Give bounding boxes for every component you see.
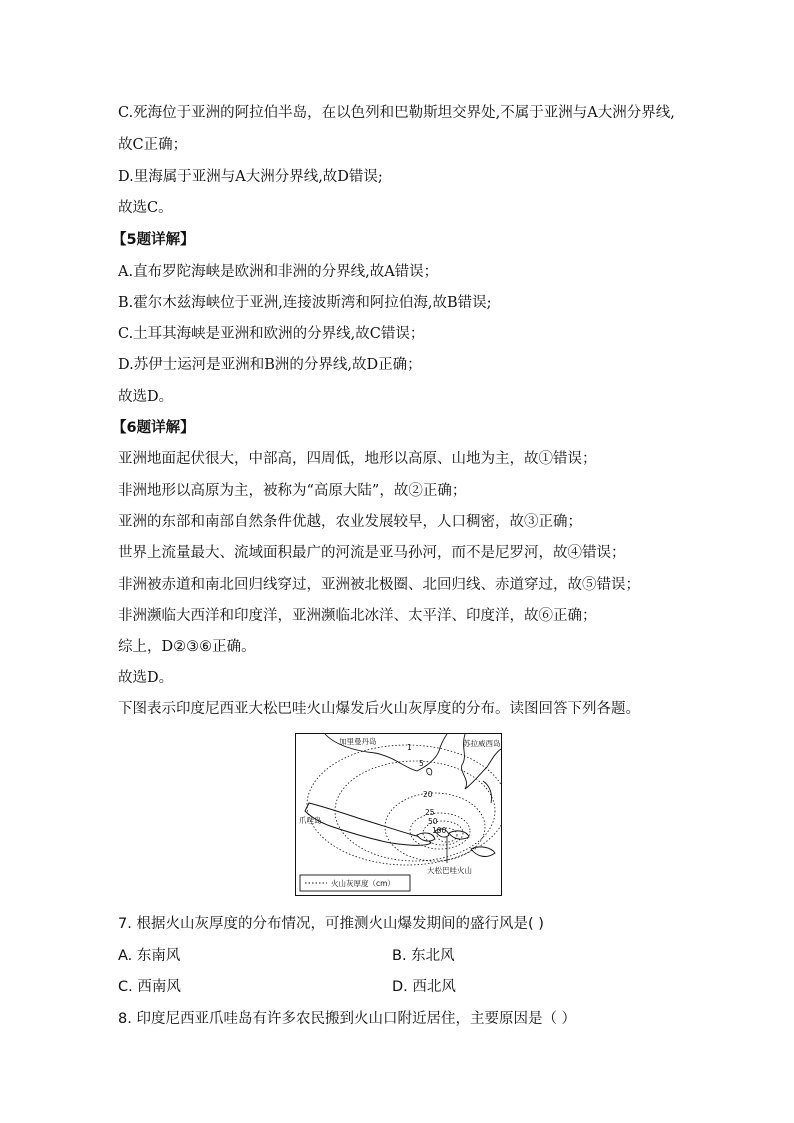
paragraph: C.土耳其海峡是亚洲和欧洲的分界线,故C错误；: [118, 326, 425, 342]
question-7-option-a[interactable]: A. 东南风: [118, 948, 181, 964]
isoline-label-25: 25: [425, 808, 435, 817]
paragraph: 故选C。: [118, 200, 173, 216]
section-heading-q5: 【5题详解】: [112, 232, 195, 248]
isoline-label-50: 50: [428, 817, 438, 826]
paragraph: D.苏伊士运河是亚洲和B洲的分界线,故D正确；: [118, 357, 422, 373]
paragraph: 亚洲地面起伏很大，中部高，四周低，地形以高原、山地为主，故①错误；: [118, 451, 597, 467]
isoline-label-100: 100: [432, 826, 447, 835]
paragraph: 故选D。: [118, 670, 174, 686]
isoline-label-20: 20: [423, 790, 433, 799]
isoline-label-5: 5: [419, 759, 424, 768]
question-7-option-b[interactable]: B. 东北风: [392, 948, 455, 964]
label-volcano: 大松巴哇火山: [427, 866, 472, 875]
paragraph: C.死海位于亚洲的阿拉伯半岛，在以色列和巴勒斯坦交界处,不属于亚洲与A大洲分界线,: [118, 105, 675, 121]
label-java: 爪哇岛: [299, 816, 322, 825]
island-small: [427, 768, 432, 775]
paragraph: D.里海属于亚洲与A大洲分界线,故D错误;: [118, 169, 383, 185]
paragraph: 下图表示印度尼西亚大松巴哇火山爆发后火山灰厚度的分布。读图回答下列各题。: [118, 701, 640, 717]
paragraph: 故选D。: [118, 389, 174, 405]
question-8-stem: 8. 印度尼西亚爪哇岛有许多农民搬到火山口附近居住，主要原因是（ ）: [118, 1011, 577, 1027]
paragraph: 综上，D②③⑥正确。: [118, 639, 256, 655]
paragraph: B.霍尔木兹海峡位于亚洲,连接波斯湾和阿拉伯海,故B错误;: [118, 295, 492, 311]
paragraph: A.直布罗陀海峡是欧洲和非洲的分界线,故A错误；: [118, 264, 439, 280]
paragraph: 亚洲的东部和南部自然条件优越，农业发展较早，人口稠密，故③正确；: [118, 514, 582, 530]
paragraph: 非洲濒临大西洋和印度洋，亚洲濒临北冰洋、太平洋、印度洋，故⑥正确；: [118, 608, 597, 624]
question-7-stem: 7. 根据火山灰厚度的分布情况，可推测火山爆发期间的盛行风是( ): [118, 916, 544, 932]
label-kalimantan: 加里曼丹岛: [339, 737, 377, 746]
legend-label: 火山灰厚度（cm）: [331, 879, 395, 888]
label-sulawesi: 苏拉威西岛: [463, 739, 501, 748]
paragraph: 非洲地形以高原为主，被称为“高原大陆”，故②正确；: [118, 483, 467, 499]
section-heading-q6: 【6题详解】: [112, 420, 195, 436]
question-7-option-c[interactable]: C. 西南风: [118, 979, 181, 995]
paragraph: 故C正确；: [118, 137, 188, 153]
paragraph: 非洲被赤道和南北回归线穿过，亚洲被北极圈、北回归线、赤道穿过，故⑤错误；: [118, 577, 640, 593]
volcanic-ash-map: [295, 733, 502, 896]
question-7-option-d[interactable]: D. 西北风: [392, 979, 456, 995]
paragraph: 世界上流量最大、流域面积最广的河流是亚马孙河，而不是尼罗河，故④错误；: [118, 545, 626, 561]
isoline-label-1: 1: [407, 743, 412, 752]
